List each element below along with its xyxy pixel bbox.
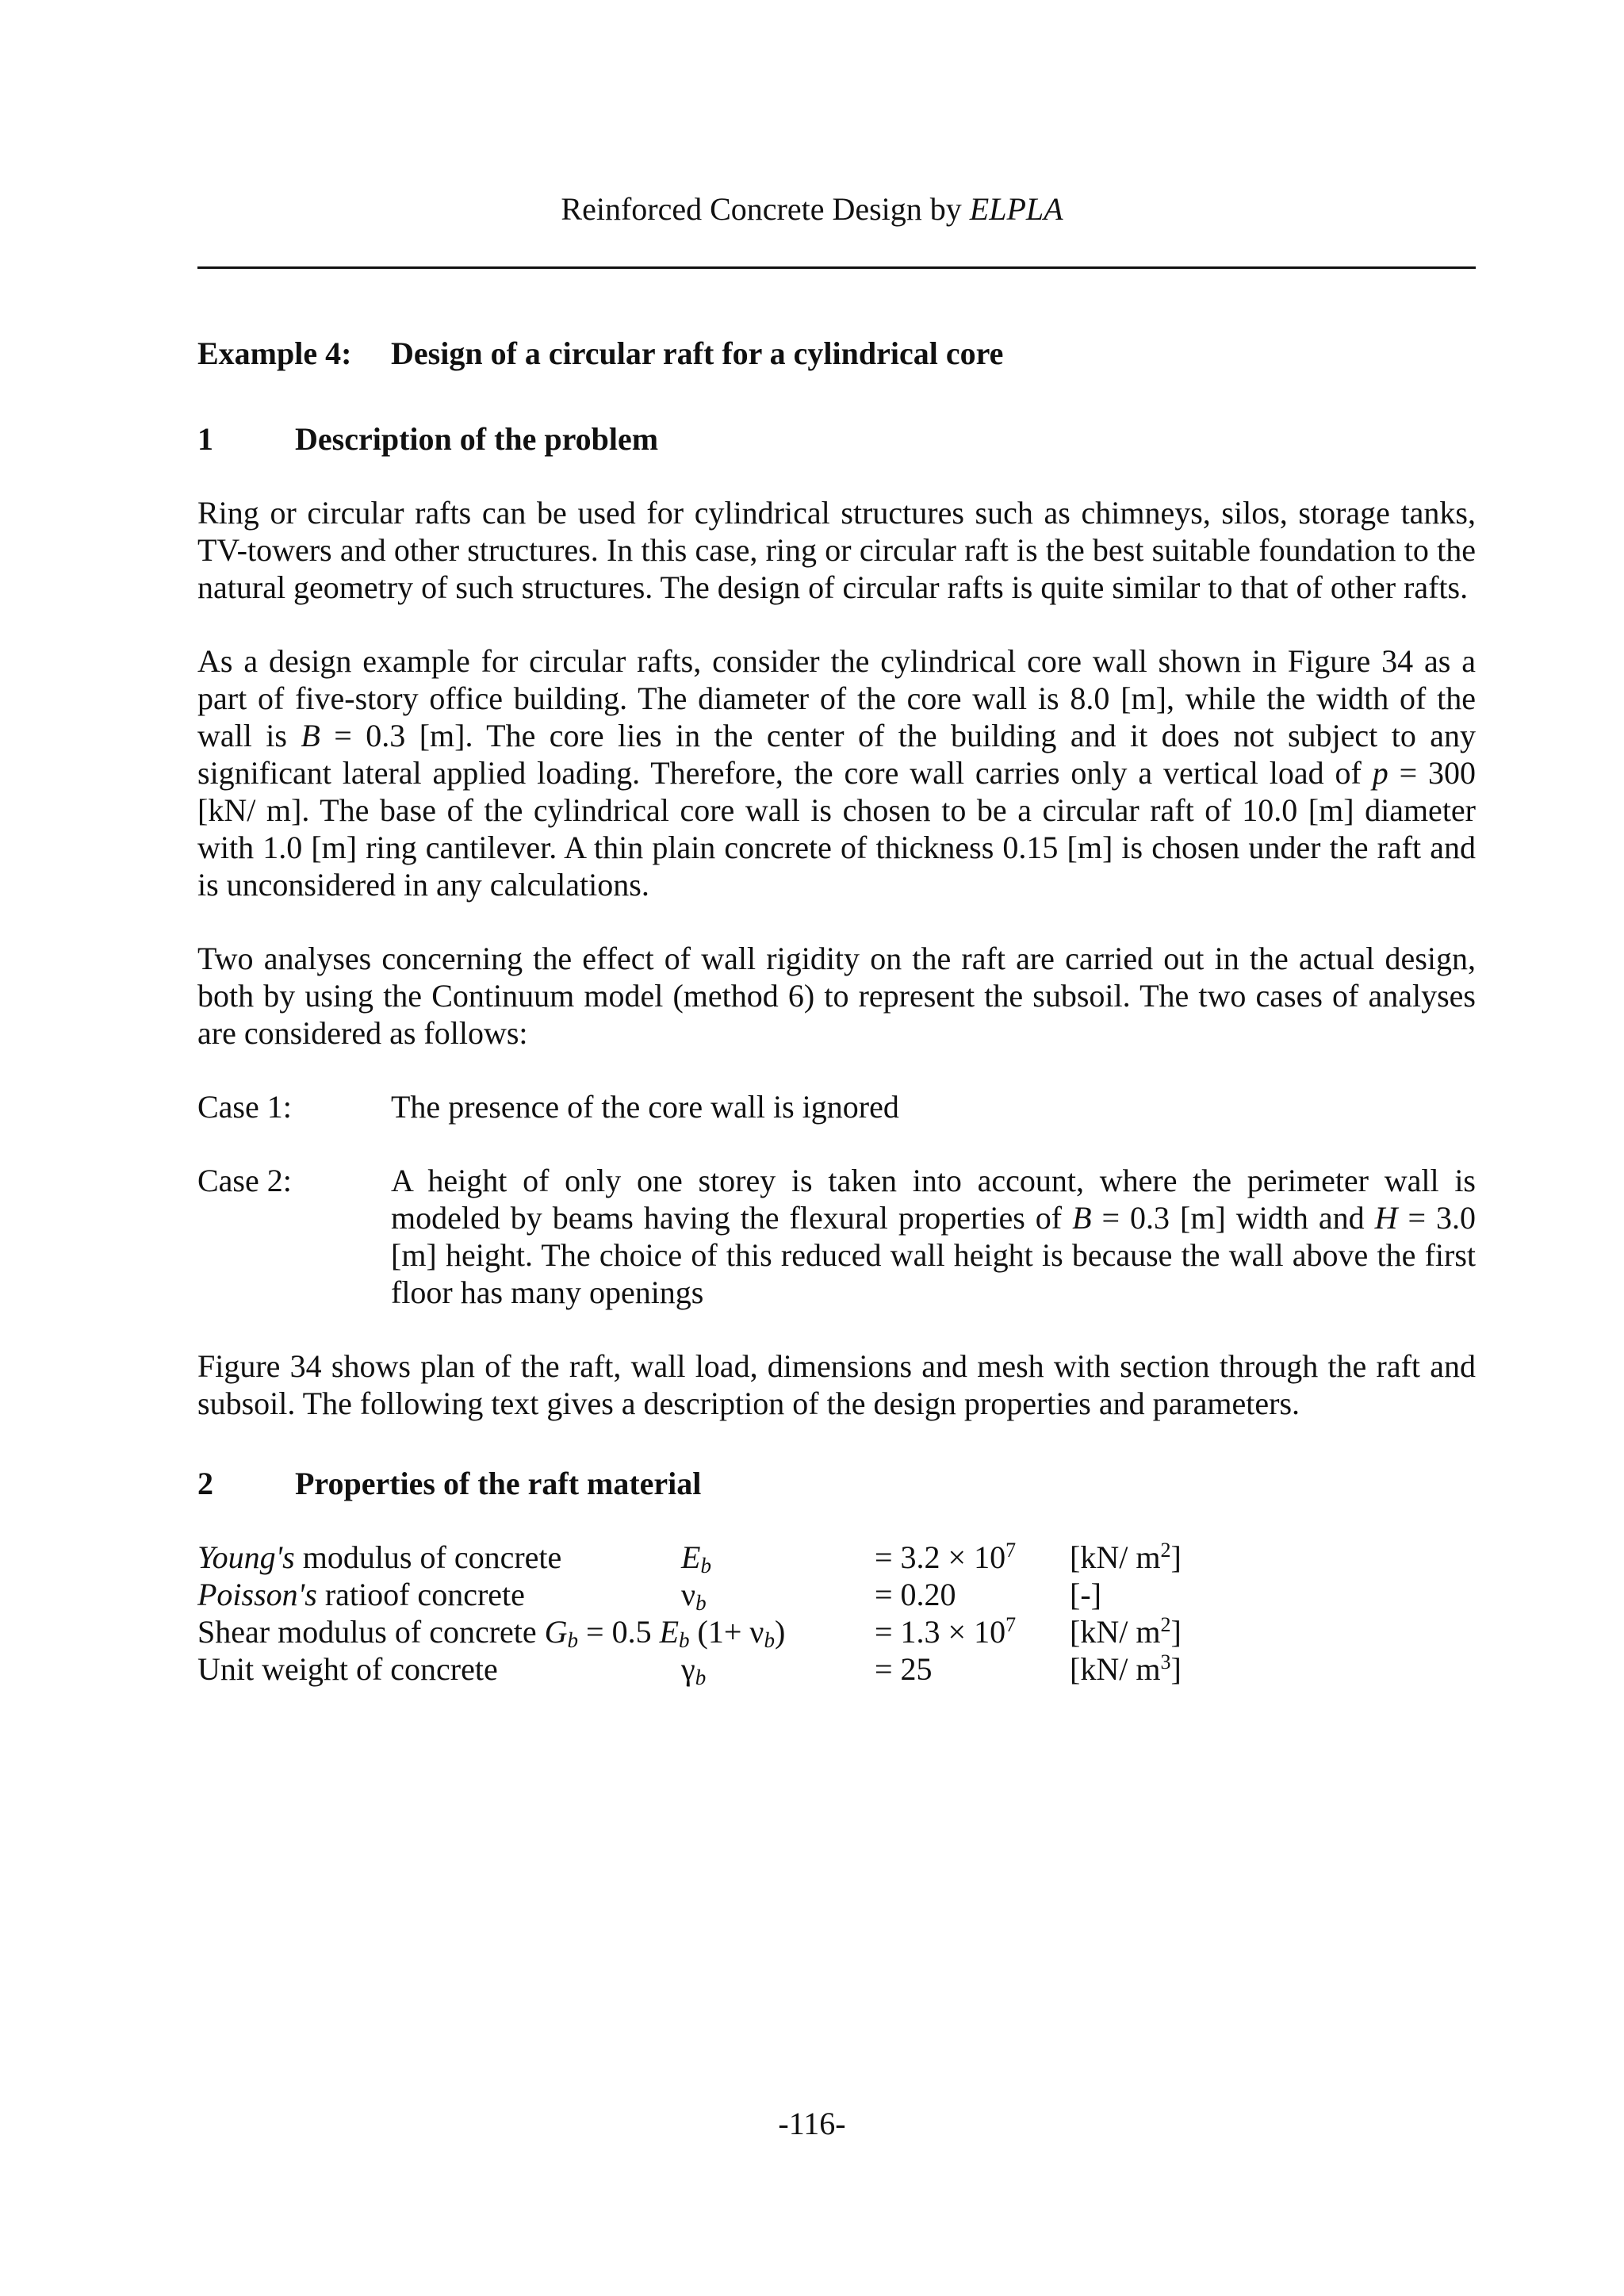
young-value: = $3.2 \times 10^7$ [875, 1539, 1017, 1575]
unit-weight-value: = 25 [875, 1651, 933, 1687]
case-1-label: Case 1: [197, 1089, 292, 1125]
section1-heading [197, 419, 1476, 460]
case-2-label: Case 2: [197, 1163, 292, 1198]
section1-paragraph-1: Ring or circular rafts can be used for cylindrical structures such as chimneys, silos, storage tanks, TV-towers and other structures. In this case, ring or circular raft is the best suitable foundation to the natural geometry of such structures. The design of circular rafts is quite similar to that of other rafts. [197, 495, 1476, 605]
example-title: Design of a circular raft for a cylindrical core [391, 335, 1004, 371]
case-2-var-h: H [1374, 1200, 1398, 1236]
section1-title: Description of the problem [295, 421, 659, 457]
p2-text-1: As a design example for circular rafts, consider the cylindrical core wall shown in Figure 34 as a part of five-story office building. The diameter of the core wall is 8.0 [m], while the width of the wall is [197, 643, 1476, 753]
section2-number: 2 [197, 1466, 213, 1501]
unit-weight-name: Unit weight of concrete [197, 1651, 498, 1687]
property-row-young [197, 1539, 1476, 1576]
case-2-text-1: A height of only one storey is taken into account, where the perimeter wall is modeled by beams having the flexural properties of [391, 1163, 1476, 1236]
section2-title: Properties of the raft material [295, 1466, 702, 1501]
shear-value: = $1.3 \times 10^7$ [875, 1613, 1017, 1650]
header-title: Reinforced Concrete Design by [561, 191, 970, 227]
header-rule [197, 266, 1476, 269]
unit-weight-unit: [kN/ $m^3$] [1070, 1650, 1182, 1687]
case-2-text [391, 1162, 1476, 1311]
poisson-symbol: $\nu_b$ [681, 1577, 707, 1615]
case-1-text: The presence of the core wall is ignored [391, 1089, 899, 1125]
header-software-name: ELPLA [969, 191, 1063, 227]
example-heading [197, 333, 1476, 374]
poisson-name: Poisson's ratioof concrete [197, 1577, 525, 1612]
case-2 [197, 1162, 1476, 1311]
case-2-var-b: B [1072, 1200, 1092, 1236]
poisson-value: = 0.20 [875, 1577, 956, 1612]
running-header [0, 189, 1624, 230]
poisson-unit: [-] [1070, 1577, 1101, 1612]
unit-weight-symbol: $\gamma_b$ [681, 1651, 707, 1689]
young-symbol: $E_b$ [681, 1539, 711, 1577]
p2-var-p: p [1372, 755, 1388, 791]
p2-var-b: B [301, 718, 320, 753]
page-number: -116- [778, 2106, 846, 2141]
case-2-text-3: = 3.0 [m] height. The choice of this reduced wall height is because the wall above the first floor has many openings [391, 1200, 1476, 1310]
property-row-unit-weight [197, 1650, 1476, 1688]
shear-unit: [kN/ $m^2$] [1070, 1613, 1182, 1650]
material-properties-table [197, 1539, 1476, 1688]
property-row-poisson [197, 1576, 1476, 1613]
p2-text-2: = 0.3 [m]. The core lies in the center of the building and it does not subject to any significant lateral applied loading. Therefore, the core wall carries only a vertical load of [197, 718, 1477, 791]
example-label: Example 4: [197, 335, 352, 371]
main-content [197, 333, 1476, 1688]
case-1 [197, 1088, 1476, 1125]
property-row-shear [197, 1613, 1476, 1650]
young-unit: [kN/ $m^2$] [1070, 1539, 1182, 1575]
case-2-text-2: = 0.3 [m] width and [1091, 1200, 1375, 1236]
section1-number: 1 [197, 421, 213, 457]
section1-paragraph-3: Two analyses concerning the effect of wall rigidity on the raft are carried out in the actual design, both by using the Continuum model (method 6) to represent the subsoil. The two cases of analyses are considered as follows: [197, 941, 1476, 1051]
section1-paragraph-4: Figure 34 shows plan of the raft, wall load, dimensions and mesh with section through the raft and subsoil. The following text gives a description of the design properties and parameters. [197, 1348, 1476, 1421]
young-name: Young's modulus of concrete [197, 1539, 562, 1575]
section2-heading [197, 1463, 1476, 1504]
shear-name-formula: Shear modulus of concrete $G_b = 0.5$ $E_b$ $(1+ \nu_b)$ [197, 1614, 786, 1652]
p2-text-3: = 300 [kN/ m]. The base of the cylindrical core wall is chosen to be a circular raft of 10.0 [m] diameter with 1.0 [m] ring cantilever. A thin plain concrete of thickness 0.15 [m] is chosen under the raft and is unconsidered in any calculations. [197, 755, 1476, 903]
section1-paragraph-2 [197, 642, 1476, 903]
